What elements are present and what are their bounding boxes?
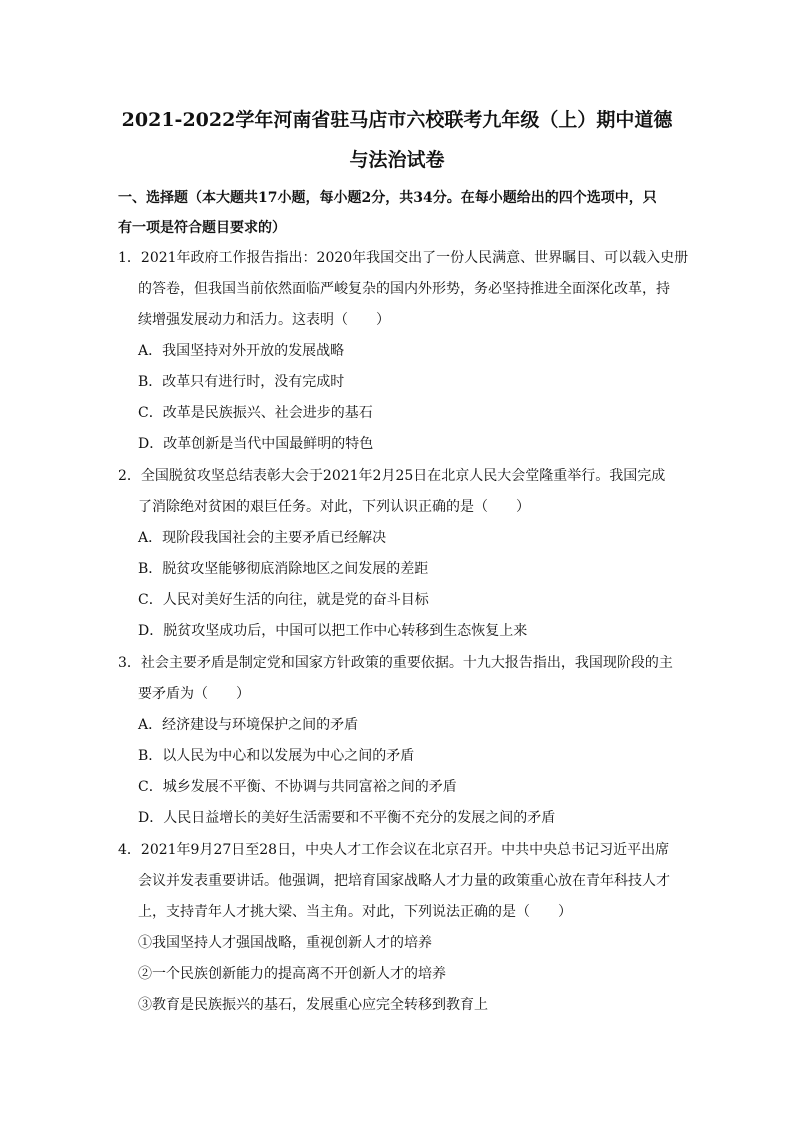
question-2-option-b: B．脱贫攻坚能够彻底消除地区之间发展的差距 <box>138 561 429 577</box>
page-title-line-1: 2021-2022学年河南省驻马店市六校联考九年级（上）期中道德 <box>121 109 673 131</box>
question-3-line-2: 要矛盾为（ ） <box>138 686 250 702</box>
question-4-statement-2: ②一个民族创新能力的提高离不开创新人才的培养 <box>138 966 446 982</box>
question-1-option-a: A．我国坚持对外开放的发展战略 <box>138 343 345 359</box>
page-title-line-2: 与法治试卷 <box>349 149 445 171</box>
question-3-option-d: D．人民日益增长的美好生活需要和不平衡不充分的发展之间的矛盾 <box>138 810 556 826</box>
question-2-line-1: 2．全国脱贫攻坚总结表彰大会于2021年2月25日在北京人民大会堂隆重举行。我国完成 <box>118 468 666 484</box>
question-1-option-b: B．改革只有进行时，没有完成时 <box>138 374 345 390</box>
question-1-line-1: 1．2021年政府工作报告指出：2020年我国交出了一份人民满意、世界瞩目、可以载入史册 <box>118 250 689 266</box>
question-2-option-d: D．脱贫攻坚成功后，中国可以把工作中心转移到生态恢复上来 <box>138 623 528 639</box>
section-heading-line-1: 一、选择题（本大题共17小题，每小题2分，共34分。在每小题给出的四个选项中，只 <box>118 190 657 206</box>
question-3-option-b: B．以人民为中心和以发展为中心之间的矛盾 <box>138 748 415 764</box>
question-4-line-2: 会议并发表重要讲话。他强调，把培育国家战略人才力量的政策重心放在青年科技人才 <box>138 873 670 889</box>
question-3-line-1: 3．社会主要矛盾是制定党和国家方针政策的重要依据。十九大报告指出，我国现阶段的主 <box>118 655 673 671</box>
question-1-option-c: C．改革是民族振兴、社会进步的基石 <box>138 405 373 421</box>
question-1-line-2: 的答卷，但我国当前依然面临严峻复杂的国内外形势，务必坚持推进全面深化改革，持 <box>138 281 670 297</box>
question-1-option-d: D．改革创新是当代中国最鲜明的特色 <box>138 436 374 452</box>
question-2-line-2: 了消除绝对贫困的艰巨任务。对此，下列认识正确的是（ ） <box>138 499 530 515</box>
question-3-option-a: A．经济建设与环境保护之间的矛盾 <box>138 717 359 733</box>
question-1-line-3: 续增强发展动力和活力。这表明（ ） <box>138 312 390 328</box>
question-4-statement-3: ③教育是民族振兴的基石，发展重心应完全转移到教育上 <box>138 997 488 1013</box>
question-4-statement-1: ①我国坚持人才强国战略，重视创新人才的培养 <box>138 935 432 951</box>
question-4-line-3: 上，支持青年人才挑大梁、当主角。对此，下列说法正确的是（ ） <box>138 904 572 920</box>
question-2-option-a: A．现阶段我国社会的主要矛盾已经解决 <box>138 530 387 546</box>
question-4-line-1: 4．2021年9月27日至28日，中央人才工作会议在北京召开。中共中央总书记习近平出席 <box>118 842 670 858</box>
question-3-option-c: C．城乡发展不平衡、不协调与共同富裕之间的矛盾 <box>138 779 457 795</box>
question-2-option-c: C．人民对美好生活的向往，就是党的奋斗目标 <box>138 592 429 608</box>
section-heading-line-2: 有一项是符合题目要求的） <box>118 220 286 236</box>
